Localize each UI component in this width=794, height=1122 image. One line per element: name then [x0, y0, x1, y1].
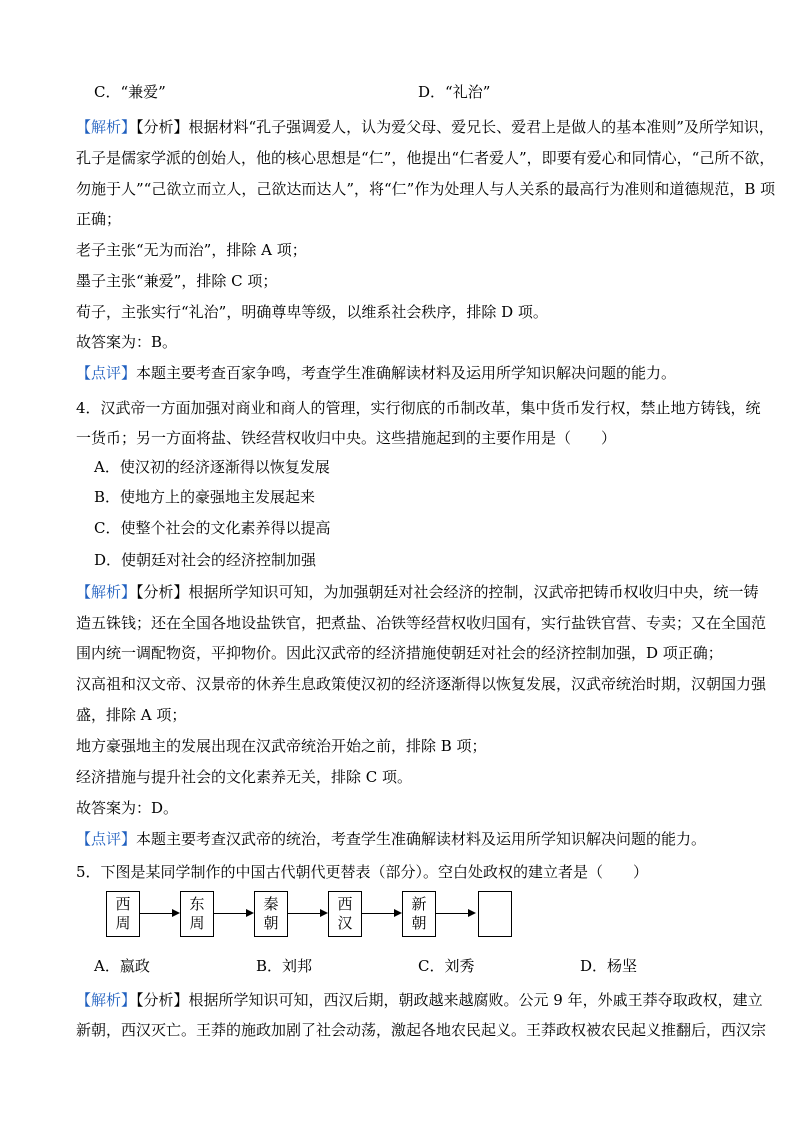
comment-tag: 【点评】 [76, 830, 137, 848]
q5-option-c: C．刘秀 [418, 957, 475, 975]
q4-comment: 【点评】本题主要考查汉武帝的统治，考查学生准确解读材料及运用所学知识解决问题的能力。 [76, 830, 707, 848]
dynasty-box-xin: 新 朝 [402, 891, 436, 937]
q5-analysis-line-2: 新朝，西汉灭亡。王莽的施政加剧了社会动荡，激起各地农民起义。王莽政权被农民起义推翻后，西汉宗 [76, 1021, 767, 1039]
q4-analysis-line-2: 造五铢钱；还在全国各地设盐铁官，把煮盐、冶铁等经营权收归国有，实行盐铁官营、专卖；又在全国范 [76, 614, 767, 632]
q3-analysis-line-2: 孔子是儒家学派的创始人，他的核心思想是“仁”，他提出“仁者爱人”，即要有爱心和同情心，“己所不欲， [76, 149, 775, 167]
analysis-tag: 【解析】 [76, 991, 137, 1009]
q3-analysis-line-6: 墨子主张“兼爱”，排除 C 项； [76, 272, 278, 290]
analysis-tag: 【解析】 [76, 118, 137, 136]
q3-comment: 【点评】本题主要考查百家争鸣，考查学生准确解读材料及运用所学知识解决问题的能力。 [76, 364, 677, 382]
arrow-icon [436, 913, 474, 914]
q4-stem-line-1: 4．汉武帝一方面加强对商业和商人的管理，实行彻底的币制改革，集中货币发行权，禁止地方铸钱，统 [76, 399, 761, 417]
dynasty-box-blank [478, 891, 512, 937]
arrow-icon [288, 913, 326, 914]
q4-analysis-line-6: 地方豪强地主的发展出现在汉武帝统治开始之前，排除 B 项； [76, 737, 487, 755]
q4-analysis-line-5: 盛，排除 A 项； [76, 706, 187, 724]
arrow-icon [140, 913, 178, 914]
q3-option-c: C．“兼爱” [94, 83, 166, 101]
dynasty-box-western-zhou: 西 周 [106, 891, 140, 937]
dynasty-succession-diagram [106, 891, 526, 947]
q5-option-a: A．嬴政 [94, 957, 150, 975]
q4-stem-line-2: 一货币；另一方面将盐、铁经营权收归中央。这些措施起到的主要作用是（ ） [76, 429, 617, 447]
comment-tag: 【点评】 [76, 364, 137, 382]
q4-option-d: D．使朝廷对社会的经济控制加强 [94, 551, 317, 569]
q3-analysis-line-7: 荀子，主张实行“礼治”，明确尊卑等级，以维系社会秩序，排除 D 项。 [76, 303, 548, 321]
q4-option-b: B．使地方上的豪强地主发展起来 [94, 488, 316, 506]
q3-option-d: D．“礼治” [418, 83, 491, 101]
q5-stem: 5．下图是某同学制作的中国古代朝代更替表（部分）。空白处政权的建立者是（ ） [76, 863, 649, 881]
dynasty-box-qin: 秦 朝 [254, 891, 288, 937]
dynasty-box-western-han: 西 汉 [328, 891, 362, 937]
arrow-icon [362, 913, 400, 914]
q4-analysis-line-4: 汉高祖和汉文帝、汉景帝的休养生息政策使汉初的经济逐渐得以恢复发展，汉武帝统治时期，汉朝国力强 [76, 675, 767, 693]
dynasty-box-eastern-zhou: 东 周 [180, 891, 214, 937]
q3-analysis-line-3: 勿施于人”“己欲立而立人，己欲达而达人”，将“仁”作为处理人与人关系的最高行为准则和道德规范，B 项 [76, 180, 776, 198]
q5-option-b: B．刘邦 [256, 957, 313, 975]
q3-analysis-line-5: 老子主张“无为而治”，排除 A 项； [76, 241, 307, 259]
q4-analysis-line-3: 围内统一调配物资，平抑物价。因此汉武帝的经济措施使朝廷对社会的经济控制加强，D 项正确； [76, 644, 723, 662]
q3-analysis-line-1: 【解析】【分析】根据材料“孔子强调爱人，认为爱父母、爱兄长、爱君上是做人的基本准则”及所学知识， [76, 118, 774, 136]
q4-option-a: A．使汉初的经济逐渐得以恢复发展 [94, 458, 330, 476]
q5-option-d: D．杨坚 [580, 957, 638, 975]
q4-answer: 故答案为：D。 [76, 799, 179, 817]
q3-analysis-line-4: 正确； [76, 210, 122, 228]
q3-answer: 故答案为：B。 [76, 333, 178, 351]
arrow-icon [214, 913, 252, 914]
q4-analysis-line-7: 经济措施与提升社会的文化素养无关，排除 C 项。 [76, 768, 413, 786]
q4-analysis-line-1: 【解析】【分析】根据所学知识可知，为加强朝廷对社会经济的控制，汉武帝把铸币权收归中央，统一铸 [76, 583, 759, 601]
q4-option-c: C．使整个社会的文化素养得以提高 [94, 519, 331, 537]
q5-analysis-line-1: 【解析】【分析】根据所学知识可知，西汉后期，朝政越来越腐败。公元 9 年，外戚王莽夺取政权，建立 [76, 991, 763, 1009]
analysis-tag: 【解析】 [76, 583, 137, 601]
